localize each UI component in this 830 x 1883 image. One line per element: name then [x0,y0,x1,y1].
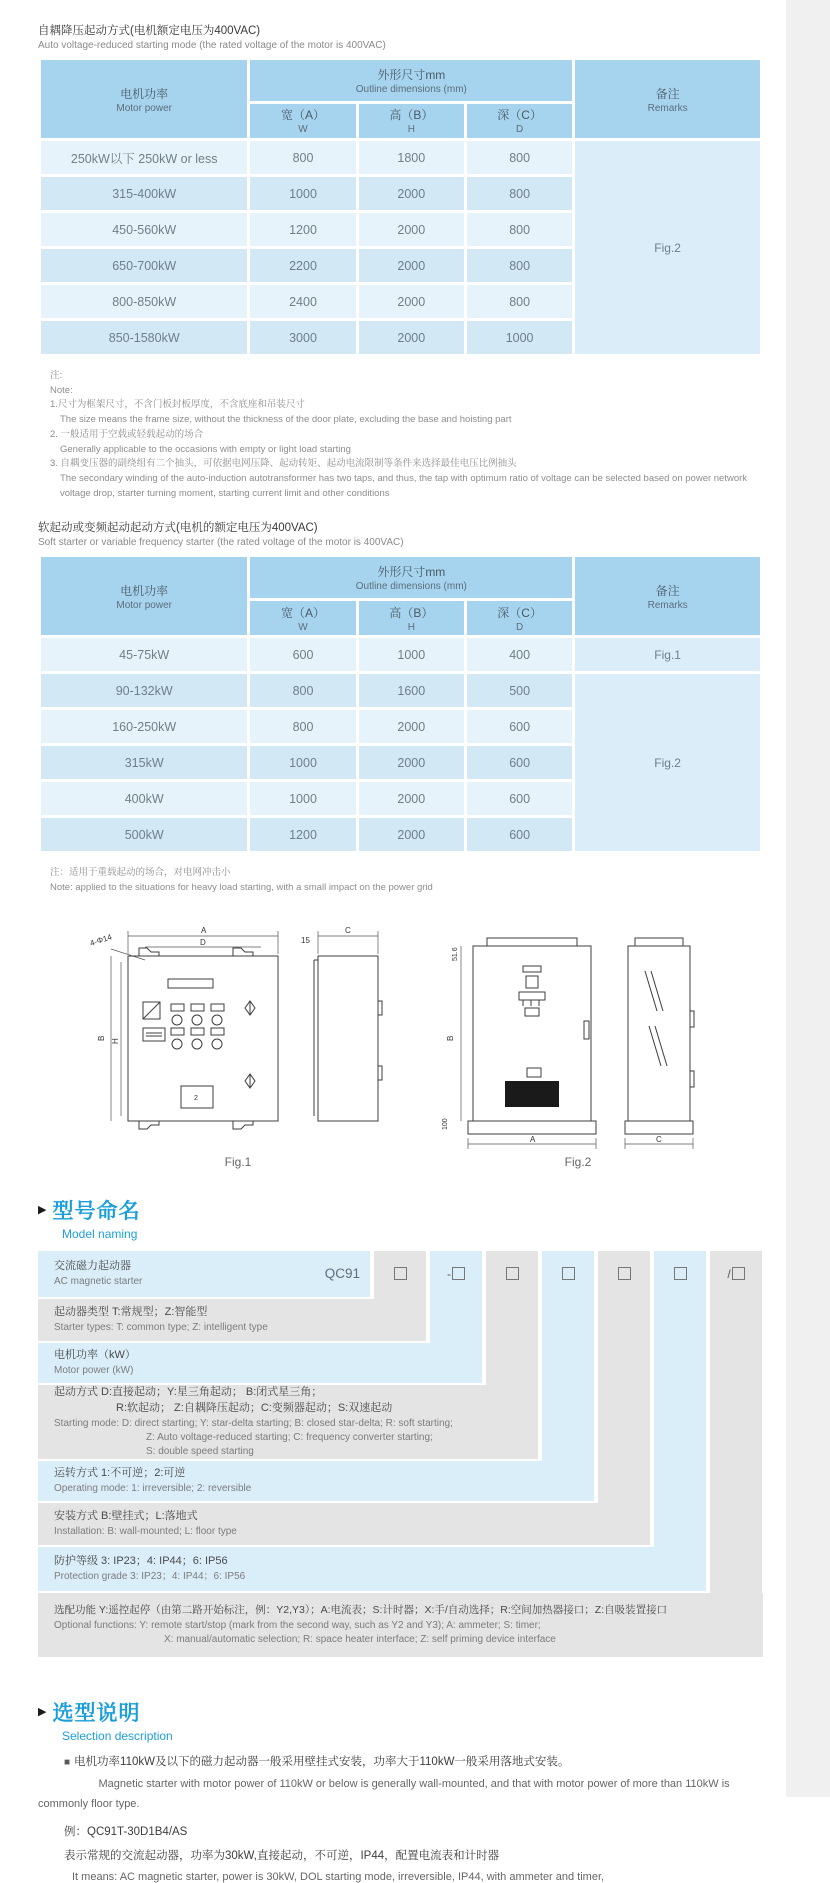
soft-table-note [50,866,750,895]
cell-width: 2400 [249,284,357,320]
header-depth [465,102,573,139]
auto-section-title [38,22,765,51]
fig2-dim-C: C [656,1134,662,1144]
note-3-zh: 3. 自耦变压器的副绕组有二个抽头，可依据电网压降、起动转矩、起动电流限制等条件来选择最佳电压比例抽头 [50,458,517,470]
naming-row-protection-grade [38,1547,706,1591]
naming-row-motor-power [38,1343,482,1383]
header-remarks-zh: 备注 [655,583,680,598]
naming-installation-en: Installation: B: wall-mounted; L: floor type [54,1525,237,1537]
cell-depth: 500 [465,673,573,709]
note-en: Note: applied to the situations for heavy load starting, with a small impact on the power grid [50,882,433,894]
selection-p2-zh: 表示常规的交流起动器，功率为30kW,直接起动，不可逆，IP44，配置电流表和计时器 [64,1849,500,1862]
naming-optional-en-1: Optional functions: Y: remote start/stop (mark from the second way, such as Y2 and Y3); A: ammeter; S: timer; [54,1619,541,1631]
cell-height: 2000 [357,745,465,781]
code-box-icon [452,1267,465,1280]
note-1-en: The size means the frame size, without the thickness of the door plate, excluding the base and hoisting part [60,414,512,426]
naming-optional-en-2: X: manual/automatic selection; R: space heater interface; Z: self priming device interface [164,1633,556,1645]
header-height-en: H [407,621,415,633]
cell-width: 1200 [249,817,357,853]
naming-protection-en: Protection grade 3: IP23；4: IP44；6: IP56 [54,1570,246,1582]
cell-motor-power: 450-560kW [40,212,249,248]
naming-motor-power-en: Motor power (kW) [54,1364,134,1376]
table-header-row [40,59,762,103]
code-box-prefix: - [447,1266,451,1281]
code-box-prefix: / [727,1266,731,1281]
cell-height: 1600 [357,673,465,709]
cell-depth: 600 [465,709,573,745]
cell-depth: 800 [465,248,573,284]
fig2-drawing [413,916,743,1151]
header-width-en: W [298,621,308,633]
soft-title-en: Soft starter or variable frequency starter (the rated voltage of the motor is 400VAC) [38,537,404,549]
header-height-zh: 高（B） [389,605,434,620]
table-row [40,140,762,176]
cell-height: 2000 [357,248,465,284]
fig2-dim-100: 100 [442,1118,449,1130]
selection-p1-zh [64,1753,760,1771]
naming-row-product [38,1251,370,1297]
model-naming-heading [38,1195,765,1241]
header-outline-dimensions [249,59,574,103]
code-box-icon [506,1267,519,1280]
header-height-zh: 高（B） [389,108,434,123]
cell-motor-power: 90-132kW [40,673,249,709]
table-row [40,673,762,709]
selection-p1-en: Magnetic starter with motor power of 110kW or below is generally wall-mounted, and that with motor power of more than 110kW is commonly floor type. [38,1778,730,1811]
fig2-dim-516: 51.6 [452,947,459,961]
cell-width: 800 [249,673,357,709]
cell-motor-power: 800-850kW [40,284,249,320]
cell-width: 1000 [249,176,357,212]
header-height [357,102,465,139]
naming-product-en: AC magnetic starter [54,1275,143,1287]
cell-depth: 600 [465,781,573,817]
naming-operating-mode-en: Operating mode: 1: irreversible; 2: reversible [54,1482,252,1494]
selection-p1-zh-text: 电机功率110kW及以下的磁力起动器一般采用壁挂式安装，功率大于110kW一般采用落地式安装。 [74,1755,570,1768]
figures-row [68,916,748,1169]
naming-row-installation [38,1503,650,1545]
fig2-caption: Fig.2 [564,1154,592,1169]
fig1-dim-B: B [97,1035,106,1041]
header-depth-zh: 深（C） [497,108,542,123]
soft-title-zh: 软起动或变频起动起动方式(电机的额定电压为400VAC) [38,522,318,535]
note-2-zh: 2. 一般适用于空载或轻载起动的场合 [50,428,204,440]
cell-motor-power: 250kW以下 250kW or less [40,140,249,176]
header-motor-power [40,556,249,637]
cell-width: 1000 [249,781,357,817]
header-motor-power-en: Motor power [116,599,172,611]
code-strip-3 [486,1251,538,1385]
header-outline-dimensions [249,556,574,600]
header-outline-zh: 外形尺寸mm [377,565,446,580]
header-outline-en: Outline dimensions (mm) [355,83,467,95]
cell-remark-fig2: Fig.2 [574,140,762,356]
naming-starting-mode-en-2: Z: Auto voltage-reduced starting; C: frequency converter starting; [146,1431,433,1443]
page-edge-strip [786,0,830,1797]
cell-width: 800 [249,140,357,176]
code-strip-7 [710,1251,762,1593]
code-box-icon [674,1267,687,1280]
fig1-dim-D: D [200,937,206,947]
naming-starting-mode-en-3: S: double speed starting [146,1445,254,1457]
header-motor-power-zh: 电机功率 [120,86,169,101]
code-strip-6 [654,1251,706,1547]
header-motor-power-zh: 电机功率 [120,583,169,598]
header-width-zh: 宽（A） [281,605,326,620]
triangle-bullet-icon: ▶ [38,1204,47,1217]
naming-row-starting-mode [38,1385,538,1459]
cell-motor-power: 500kW [40,817,249,853]
naming-row-starter-type [38,1299,426,1341]
cell-height: 2000 [357,176,465,212]
cell-motor-power: 650-700kW [40,248,249,284]
naming-starting-mode-zh-1: 起动方式 D:直接起动；Y:星三角起动； B:闭式星三角； [54,1385,323,1398]
model-prefix-code: QC91 [324,1266,360,1282]
table-header-row [40,556,762,600]
header-width [249,102,357,139]
naming-starter-type-zh: 起动器类型 T:常规型；Z:智能型 [54,1305,208,1318]
code-strip-4 [542,1251,594,1461]
cell-width: 2200 [249,248,357,284]
header-height [357,600,465,637]
note-1-zh: 1.尺寸为框架尺寸，不含门板封板厚度，不含底座和吊装尺寸 [50,399,305,411]
triangle-bullet-icon: ▶ [38,1706,47,1719]
svg-text:2: 2 [194,1094,198,1102]
naming-operating-mode-zh: 运转方式 1:不可逆；2:可逆 [54,1466,186,1479]
naming-starter-type-en: Starter types: T: common type; Z: intelligent type [54,1321,268,1333]
note-head-zh: 注: [50,370,63,381]
fig1-dim-A: A [201,925,207,935]
naming-protection-zh: 防护等级 3: IP23；4: IP44；6: IP56 [54,1554,228,1567]
header-width [249,600,357,637]
auto-title-en: Auto voltage-reduced starting mode (the rated voltage of the motor is 400VAC) [38,40,386,51]
cell-depth: 400 [465,637,573,673]
fig1-dim-H: H [111,1038,120,1044]
auto-title-zh: 自耦降压起动方式(电机额定电压为400VAC) [38,25,261,37]
figure-2 [408,916,748,1169]
fig1-dim-15: 15 [301,935,310,945]
cell-depth: 600 [465,745,573,781]
header-depth [465,600,573,637]
note-zh: 注：适用于重载起动的场合，对电网冲击小 [50,867,231,879]
header-remarks [574,59,762,140]
cell-height: 2000 [357,212,465,248]
code-strip-2 [430,1251,482,1343]
code-box-icon [732,1267,745,1280]
header-remarks-zh: 备注 [655,86,680,101]
header-outline-en: Outline dimensions (mm) [355,581,467,593]
square-bullet-icon: ■ [64,1756,71,1768]
header-outline-zh: 外形尺寸mm [377,67,446,82]
selection-p2-en: It means: AC magnetic starter, power is 30kW, DOL starting mode, irreversible, IP44, with ammeter and timer, [72,1870,605,1883]
naming-row-optional-functions [38,1593,763,1657]
fig1-dim-C: C [345,925,351,935]
cell-motor-power: 400kW [40,781,249,817]
code-strip-1 [374,1251,426,1299]
code-box-icon [394,1267,407,1280]
note-2-en: Generally applicable to the occasions with empty or light load starting [60,443,351,455]
header-remarks-en: Remarks [647,599,688,611]
cell-width: 3000 [249,320,357,356]
cell-height: 2000 [357,284,465,320]
header-height-en: H [407,124,415,136]
fig2-dim-B: B [446,1035,455,1041]
header-motor-power-en: Motor power [116,102,172,114]
cell-height: 1000 [357,637,465,673]
selection-title-en: Selection description [62,1728,173,1743]
cell-width: 800 [249,709,357,745]
header-width-en: W [298,124,308,136]
auto-table-notes [50,369,750,501]
model-naming-title-en: Model naming [62,1226,138,1241]
cell-height: 1800 [357,140,465,176]
naming-starting-mode-en-1: Starting mode: D: direct starting; Y: star-delta starting; B: closed star-delta; R: soft starting; [54,1417,453,1429]
cell-width: 1000 [249,745,357,781]
note-head-en: Note: [50,384,73,396]
header-depth-en: D [516,124,524,136]
cell-depth: 1000 [465,320,573,356]
naming-row-operating-mode [38,1461,594,1501]
cell-depth: 800 [465,284,573,320]
cell-motor-power: 45-75kW [40,637,249,673]
cell-height: 2000 [357,709,465,745]
selection-example: 例：QC91T-30D1B4/AS [64,1825,188,1838]
code-strip-5 [598,1251,650,1503]
cell-width: 1200 [249,212,357,248]
header-width-zh: 宽（A） [281,108,326,123]
naming-optional-zh: 选配功能 Y:遥控起停（由第二路开始标注，例：Y2,Y3）；A:电流表；S:计时器；X:手/自动选择；R:空间加热器接口；Z:自吸装置接口 [54,1604,668,1617]
selection-heading [38,1697,765,1743]
cell-depth: 600 [465,817,573,853]
cell-depth: 800 [465,176,573,212]
fig2-dim-A: A [530,1134,536,1144]
note-3-en: The secondary winding of the auto-induction autotransformer has two taps, and thus, the tap with optimum ratio of voltage can be selected based on power network voltage drop, starter turning moment, starting current limit and other conditions [60,473,748,499]
cell-width: 600 [249,637,357,673]
cell-remark-fig1: Fig.1 [574,637,762,673]
naming-installation-zh: 安装方式 B:壁挂式；L:落地式 [54,1509,198,1522]
cell-motor-power: 315kW [40,745,249,781]
header-depth-en: D [516,621,524,633]
selection-title-zh: 选型说明 [52,1701,141,1725]
figure-1 [68,916,408,1169]
fig1-caption: Fig.1 [224,1154,252,1169]
naming-starting-mode-zh-2: R:软起动； Z:自耦降压起动；C:变频器起动；S:双速起动 [116,1401,393,1414]
selection-body [38,1753,760,1883]
cell-remark-fig2: Fig.2 [574,673,762,853]
table-row [40,637,762,673]
auto-dimensions-table [38,57,763,357]
code-box-icon [562,1267,575,1280]
fig1-drawing [73,916,403,1151]
cell-height: 2000 [357,781,465,817]
cell-depth: 800 [465,212,573,248]
header-remarks [574,556,762,637]
soft-dimensions-table [38,554,763,854]
code-box-icon [618,1267,631,1280]
cell-motor-power: 160-250kW [40,709,249,745]
header-depth-zh: 深（C） [497,605,542,620]
model-naming-title-zh: 型号命名 [52,1199,141,1223]
model-naming-diagram [38,1251,763,1657]
header-motor-power [40,59,249,140]
soft-section-title [38,519,765,548]
fig1-dim-phi: 4-Φ14 [88,932,113,948]
header-remarks-en: Remarks [647,102,688,114]
cell-motor-power: 315-400kW [40,176,249,212]
naming-product-zh: 交流磁力起动器 [54,1259,131,1272]
cell-depth: 800 [465,140,573,176]
cell-height: 2000 [357,320,465,356]
cell-height: 2000 [357,817,465,853]
cell-motor-power: 850-1580kW [40,320,249,356]
naming-motor-power-zh: 电机功率（kW） [54,1348,136,1361]
